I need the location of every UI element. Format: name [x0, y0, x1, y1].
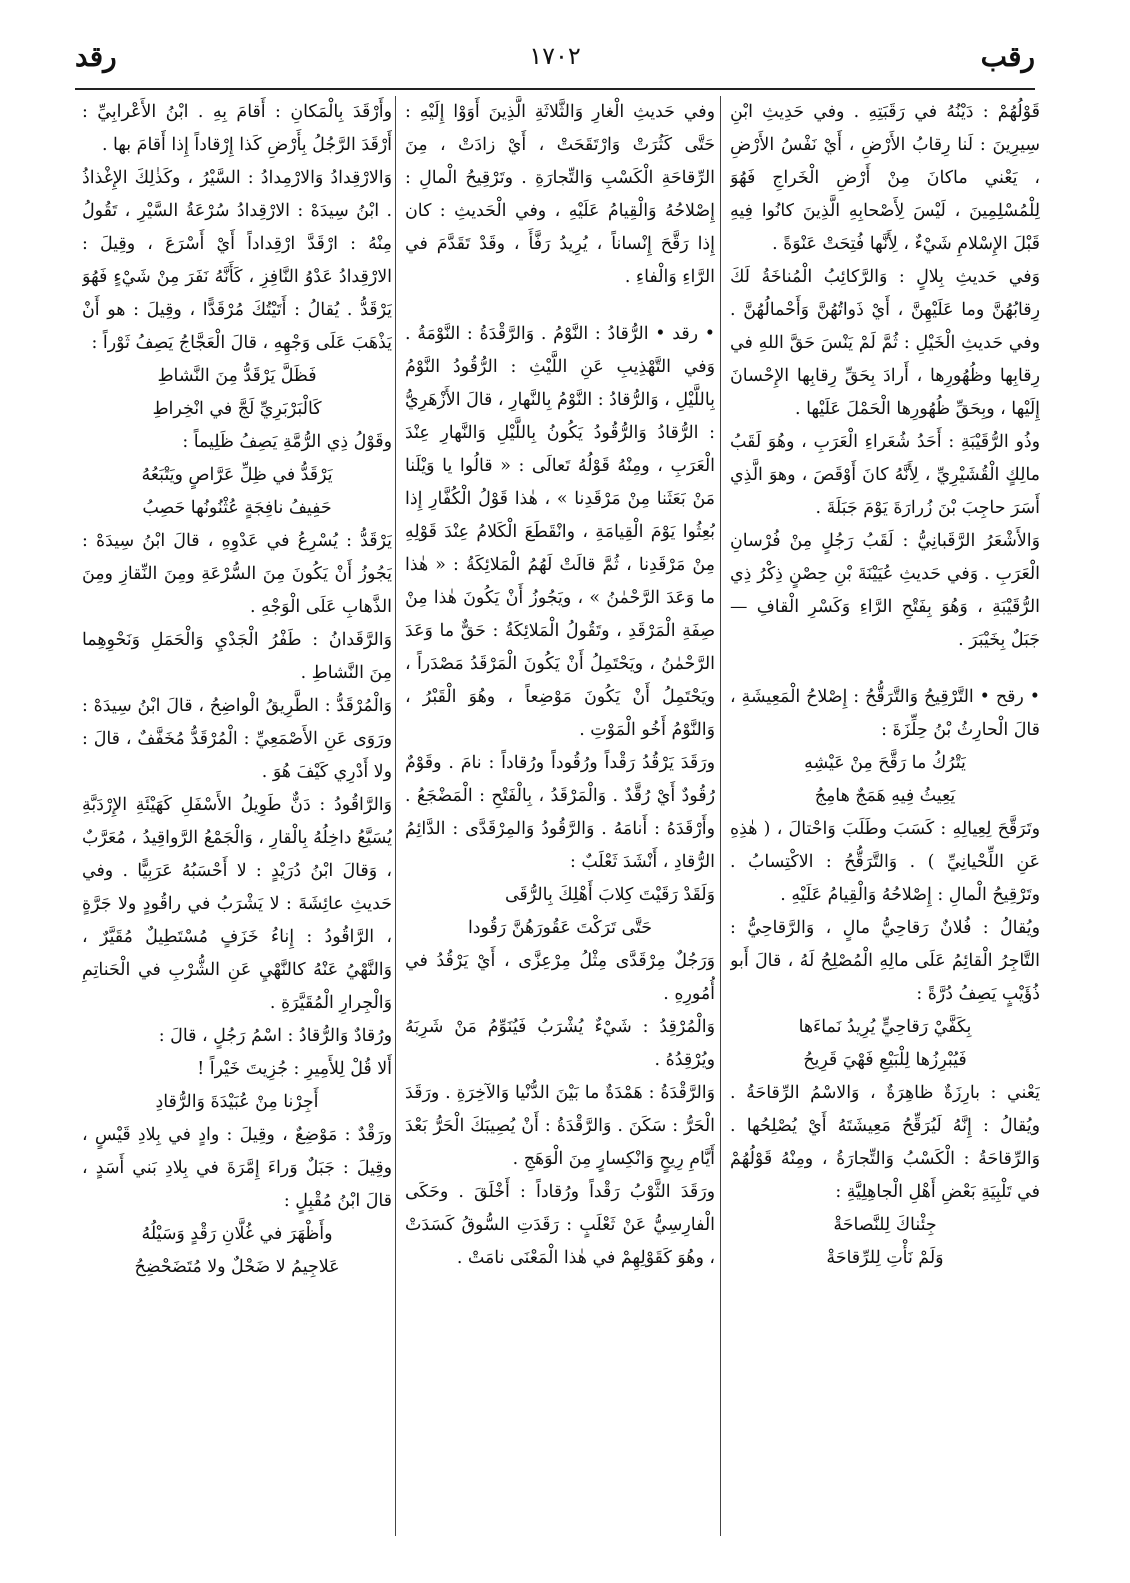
paragraph: وَالْمُرْقَدُّ : الطَّرِيقُ الْواضِحُ ، قالَ ابْنُ سِيدَهْ : ورَوَى عَنِ الأَصْمَعِيِّ : الْمُرْقَدُّ مُخَفَّفٌ ، قالَ : ولا أَدْرِي كَيْفَ هُوَ . [82, 696, 392, 782]
paragraph: وَرَجُلٌ مِرْقَدَّى مِثْلُ مِرْعِزَّى ، أَيْ يَرْقُدُ في أُمُورِهِ . [405, 951, 715, 1004]
verse-line: جِئْناكَ لِلنَّصاحَةْ [833, 1215, 937, 1235]
page-number: ١٧٠٢ [529, 42, 581, 70]
column-divider [720, 96, 721, 1536]
verse-line: فَظَلَّ يَرْقَدُّ مِنَ النَّشاطِ [157, 366, 317, 386]
paragraph: • رقد • الرُّقادُ : النَّوْمُ . وَالرَّقْدَةُ : النَّوْمَةُ . وَفي التَّهْذِيبِ عَنِ اللَّيْثِ : الرُّقُودُ النَّوْمُ بِاللَّيْلِ ، وَالرُّقادُ : النَّوْمُ بِالنَّهارِ ، قالَ الأَزْهَرِيُّ : الرُّقادُ وَالرُّقُودُ يَكُونُ بِاللَّيْلِ وَالنَّهارِ عِنْدَ الْعَرَبِ ، ومِنْهُ قَوْلُهُ تَعالَى : « قالُوا يا وَيْلَنا مَنْ بَعَثَنا مِنْ مَرْقَدِنا » ، هٰذا قَوْلُ الْكُفَّارِ إِذا بُعِثُوا يَوْمَ الْقِيامَةِ ، وانْقَطَعَ الْكَلامُ عِنْدَ قَوْلِهِ مِنْ مَرْقَدِنا ، ثُمَّ قالَتْ لَهُمُ الْمَلائِكَةُ : « هٰذا ما وَعَدَ الرَّحْمٰنُ » ، ويَجُوزُ أَنْ يَكُونَ هٰذا مِنْ صِفَةِ الْمَرْقَدِ ، وتَقُولُ الْمَلائِكَةُ : حَقٌّ ما وَعَدَ الرَّحْمٰنُ ، ويَحْتَمِلُ أَنْ يَكُونَ الْمَرْقَدُ مَصْدَراً ، ويَحْتَمِلُ أَنْ يَكُونَ مَوْضِعاً ، وهُوَ الْقَبْرُ ، وَالنَّوْمُ أَخُو الْمَوْتِ . [405, 324, 715, 740]
paragraph: وَالارْقِدادُ وَالارْمِدادُ : السَّيْرُ ، وكَذٰلِكَ الإِغْذاذُ . ابْنُ سِيدَهْ : الارْقِدادُ سُرْعَةُ السَّيْرِ ، تَقُولُ مِنْهُ : ارْقَدَّ ارْقِداداً أَيْ أَسْرَعَ ، وقِيلَ : الارْقِدادُ عَدْوُ النَّافِزِ ، كَأَنَّهُ نَفَرَ مِنْ شَيْءٍ فَهُوَ يَرْقَدُّ . يُقالُ : أَتَيْتُكَ مُرْقَدًّا ، وقِيلَ : هو أَنْ يَذْهَبَ عَلَى وَجْهِهِ ، قالَ الْعَجَّاجُ يَصِفُ ثَوْراً : [82, 168, 392, 353]
paragraph: قَوْلُهُمْ : دَيْنُهُ في رَقَبَتِهِ . وفي حَدِيثِ ابْنِ سِيرِينَ : لَنا رِقابُ الأَرْضِ ، أَيْ نَفْسُ الأَرْضِ ، يَعْني ماكانَ مِنْ أَرْضِ الْخَراجِ فَهُوَ لِلْمُسْلِمِينَ ، لَيْسَ لِأَصْحابِهِ الَّذِينَ كانُوا فِيهِ قَبْلَ الإِسْلامِ شَيْءٌ ، لِأَنَّها فُتِحَتْ عَنْوَةً . [730, 102, 1040, 254]
paragraph: ورَقَدَ يَرْقُدُ رَقْداً ورُقُوداً ورُقاداً : نامَ . وقَوْمٌ رُقُودٌ أَيْ رُقَّدٌ . وَالْمَرْقَدُ ، بِالْفَتْحِ : الْمَضْجَعُ . وأَرْقَدَهُ : أَنامَهُ . وَالرَّقُودُ وَالمِرْقَدَّى : الدَّائِمُ الرُّقادِ ، أَنْشَدَ ثَعْلَبٌ : [405, 753, 715, 872]
paragraph: وتَرَقَّحَ لِعِيالِهِ : كَسَبَ وطَلَبَ وَاحْتالَ ، ( هٰذِهِ عَنِ اللِّحْيانِيِّ ) . وَالتَّرَقُّحُ : الاكْتِسابُ . وتَرْقِيحُ الْمالِ : إِصْلاحُهُ وَالْقِيامُ عَلَيْهِ . [730, 819, 1040, 905]
header-root-word-right: رقب [980, 40, 1035, 73]
column-left [82, 96, 392, 1536]
verse-line: يَعِيثُ فِيهِ هَمَجٌ هامِجُ [814, 786, 956, 806]
paragraph: ورُقادٌ وَالرُّقادُ : اسْمُ رَجُلٍ ، قالَ : [158, 1026, 392, 1046]
paragraph: يَرْقَدُّ : يُسْرِعُ في عَدْوِهِ ، قالَ ابْنُ سِيدَهْ : يَجُوزُ أَنْ يَكُونَ مِنَ السُّرْعَةِ ومِنَ النِّقازِ ومِنَ الذَّهابِ عَلَى الْوَجْهِ . [82, 531, 392, 617]
verse-line: بِكَفَّيْ رَقاحِيٍّ يُرِيدُ نَماءَها [798, 1017, 972, 1037]
verse-line: حَفِيفُ نافِجَةٍ عُثْنُونُها حَصِبُ [142, 498, 332, 518]
paragraph: وَالْمُرْقِدُ : شَيْءٌ يُشْرَبُ فَيُنَوِّمُ مَنْ شَرِبَهُ ويُرْقِدُهُ . [405, 1017, 715, 1070]
verse-line: وَلَمْ نَأْتِ لِلرِّقاحَةْ [826, 1248, 944, 1268]
column-middle [405, 96, 715, 1536]
paragraph: أَلا قُلْ لِلأَمِيرِ : جُزِيتَ خَيْراً ! [197, 1059, 392, 1079]
paragraph: ويُقالُ : فُلانٌ رَقاحِيُّ مالٍ ، وَالرَّقاحِيُّ : التَّاجِرُ الْقائِمُ عَلَى مالِهِ الْمُصْلِحُ لَهُ ، قالَ أَبو ذُؤَيْبٍ يَصِفُ دُرَّةً : [730, 918, 1040, 1004]
entry-spacer [405, 294, 715, 318]
paragraph: وَالرَّاقُودُ : دَنٌّ طَوِيلُ الأَسْفَلِ كَهَيْئَةِ الإِرْدَبَّةِ يُسَيَّعُ داخِلُهُ بِالْقارِ ، وَالْجَمْعُ الرَّواقِيدُ ، مُعَرَّبٌ ، وَقالَ ابْنُ دُرَيْدٍ : لا أَحْسَبُهُ عَرَبِيًّا . وفي حَديثِ عائِشَةَ : لا يَشْرَبُ في راقُودٍ ولا جَرَّةٍ ، الرَّاقُودُ : إِناءُ خَزَفٍ مُسْتَطِيلٌ مُقَيَّرٌ ، وَالنَّهْيُ عَنْهُ كالنَّهْيِ عَنِ الشُّرْبِ في الْحَناتِمِ وَالْجِرارِ الْمُقَيَّرَةِ . [82, 795, 392, 1013]
verse-line: يَرْقَدُّ في ظِلِّ عَرَّاصٍ ويَتْبَعُهُ [141, 465, 333, 485]
paragraph: وَلَقَدْ رَقَيْتَ كِلابَ أَهْلِكَ بِالرُّقَى [504, 885, 715, 905]
paragraph: وَالرَّقْدَةُ : هَمْدَةٌ ما بَيْنَ الدُّنْيا وَالآخِرَةِ . ورَقَدَ الْحَرُّ : سَكَنَ . وَالرَّقْدَةُ : أَنْ يُصِيبَكَ الْحَرُّ بَعْدَ أَيَّامِ رِيحٍ وَانْكِسارٍ مِنَ الْوَهَجِ . [405, 1083, 715, 1169]
verse-line: أَجِرْنا مِنْ عُبَيْدَةَ وَالرُّقادِ [155, 1092, 319, 1112]
header-root-word-left: رقد [75, 40, 117, 73]
verse-line: فَيُبْرِزُها لِلْبَيْعِ فَهْيَ قَرِيحُ [803, 1050, 967, 1070]
paragraph: وَفي حَديثِ بِلالٍ : وَالرَّكائِبُ الْمُناخَةُ لَكَ رِقابُهُنَّ وما عَلَيْهِنَّ ، أَيْ ذَواتُهُنَّ وَأَحْمالُهُنَّ . وفي حَديثِ الْخَيْلِ : ثُمَّ لَمْ يَنْسَ حَقَّ اللهِ في رِقابِها وظُهُورِها ، أَرادَ بِحَقِّ رِقابِها الإِحْسانَ إِلَيْها ، وبِحَقِّ ظُهُورِها الْحَمْلَ عَلَيْها . [730, 267, 1040, 419]
paragraph: ورَقْدٌ : مَوْضِعٌ ، وقِيلَ : وادٍ في بِلادِ قَيْسٍ ، وقِيلَ : جَبَلٌ وَراءَ إِمَّرَةَ في بِلادِ بَني أَسَدٍ ، قالَ ابْنُ مُقْبِلٍ : [82, 1125, 392, 1211]
entry-spacer [730, 657, 1040, 681]
header-rule [75, 88, 1035, 90]
verse-line: وأَظْهَرَ في غُلَّانِ رَقْدٍ وَسَيْلُهُ [141, 1224, 333, 1244]
paragraph: وأَرْقَدَ بِالْمَكانِ : أَقامَ بِهِ . ابْنُ الأَعْرابِيِّ : أَرْقَدَ الرَّجُلُ بِأَرْضِ كَذا إِرْقاداً إِذا أَقامَ بها . [82, 102, 392, 155]
column-divider [395, 96, 396, 1536]
paragraph: يَعْني : بارِزَةٌ ظاهِرَةٌ ، وَالاسْمُ الرِّقاحَةُ . ويُقالُ : إِنَّهُ لَيُرَقِّحُ مَعِيشَتَهُ أَيْ يُصْلِحُها . وَالرِّقاحَةُ : الْكَسْبُ وَالتِّجارَةُ ، ومِنْهُ قَوْلُهُمْ في تَلْبِيَةِ بَعْضِ أَهْلِ الْجاهِلِيَّةِ : [730, 1083, 1040, 1202]
column-right [730, 96, 1040, 1536]
paragraph: ورَقَدَ الثَّوْبُ رَقْداً ورُقاداً : أَخْلَقَ . وحَكَى الْفارِسِيُّ عَنْ ثَعْلَبٍ : رَقَدَتِ السُّوقُ كَسَدَتْ ، وهُوَ كَقَوْلِهِمْ في هٰذا الْمَعْنَى نامَتْ . [405, 1182, 715, 1268]
paragraph: وَالرَّقَدانُ : طَفْرُ الْجَدْيِ وَالْحَمَلِ وَنَحْوِهِما مِنَ النَّشاطِ . [82, 630, 392, 683]
verse-line: كَالْبَرْبَرِيِّ لَجَّ في انْخِراطِ [152, 399, 322, 419]
verse-line: حَتَّى تَرَكْتَ عَقُورَهُنَّ رَقُودا [467, 918, 653, 938]
verse-line: يَتْرُكُ ما رَقَّحَ مِنْ عَيْشِهِ [804, 753, 966, 773]
paragraph: وذُو الرُّقَيْبَةِ : أَحَدُ شُعَراءِ الْعَرَبِ ، وهُوَ لَقَبُ مالِكٍ الْقُشَيْرِيِّ ، لِأَنَّهُ كانَ أَوْقَصَ ، وهوَ الَّذِي أَسَرَ حاجِبَ بْنَ زُرارَةَ يَوْمَ جَبَلَةَ . [730, 432, 1040, 518]
verse-line: عَلاجِيمُ لا ضَحْلٌ ولا مُتَضَحْضِحُ [134, 1257, 340, 1277]
paragraph: وقَوْلُ ذِي الرُّمَّةِ يَصِفُ ظَلِيماً : [182, 432, 392, 452]
paragraph: وَالأَشْعَرُ الرَّقَبانِيُّ : لَقَبُ رَجُلٍ مِنْ فُرْسانِ الْعَرَبِ . وَفي حَديثِ عُيَيْنَةَ بْنِ حِصْنٍ ذِكْرُ ذِي الرُّقَيْبَةِ ، وَهُوَ بِفَتْحِ الرَّاءِ وَكَسْرِ الْقافِ — جَبَلٌ بِخَيْبَرَ . [730, 531, 1040, 650]
page-header [75, 40, 1035, 90]
paragraph: وفي حَديثِ الْغارِ وَالثَّلاثَةِ الَّذِينَ أَوَوْا إِلَيْهِ : حَتَّى كَثُرَتْ وَارْتَقَحَتْ ، أَيْ زادَتْ ، مِنَ الرِّقاحَةِ الْكَسْبِ وَالتِّجارَةِ . وتَرْقِيحُ الْمالِ : إِصْلاحُهُ وَالْقِيامُ عَلَيْهِ ، وفي الْحَديثِ : كان إِذا رَقَّحَ إِنْساناً ، يُرِيدُ رَفَّأَ ، وقَدْ تَقَدَّمَ في الرَّاءِ وَالْفاءِ . [405, 102, 715, 287]
paragraph: • رقح • التَّرْقِيحُ وَالتَّرَقُّحُ : إِصْلاحُ الْمَعِيشَةِ ، قالَ الْحارِثُ بْنُ حِلِّزَةَ : [730, 687, 1040, 740]
